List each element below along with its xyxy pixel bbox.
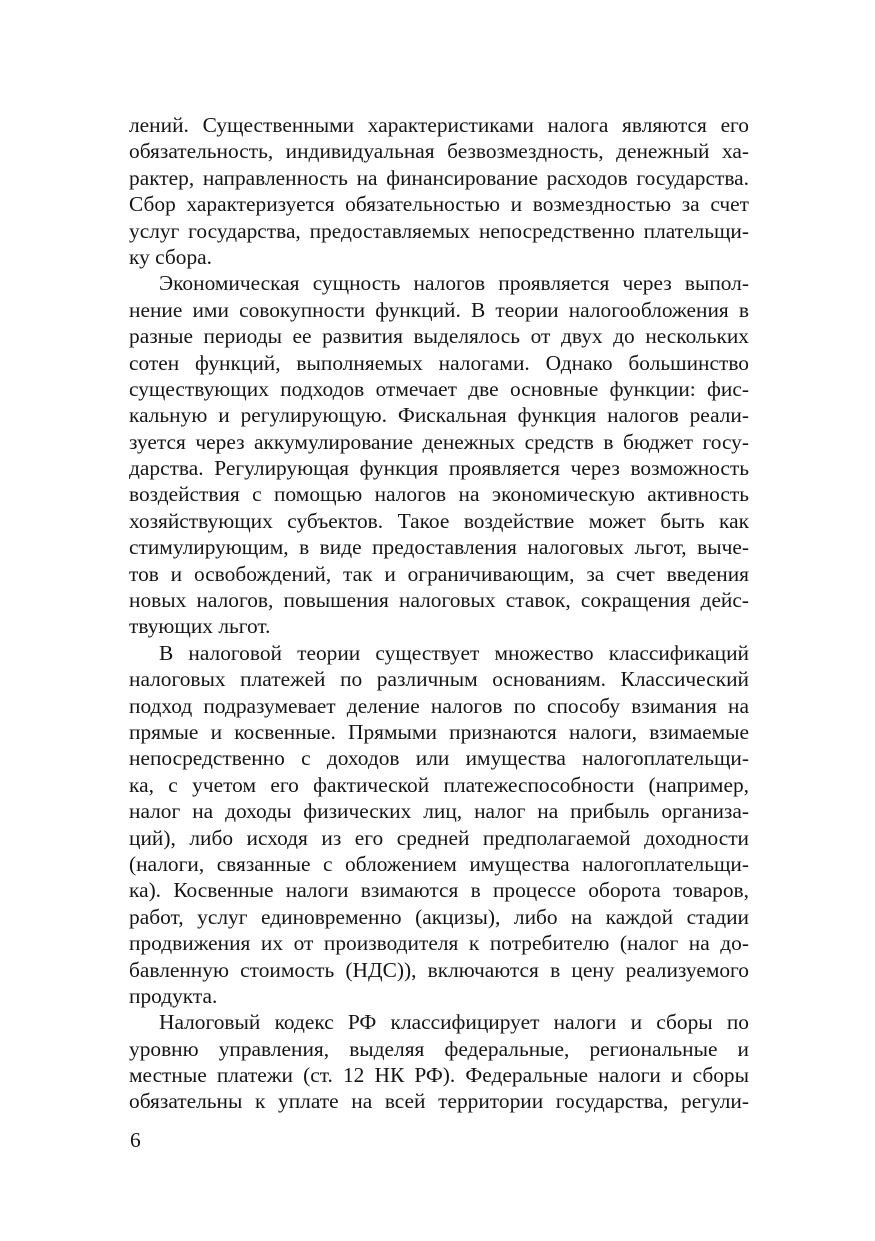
text-line: обязательность, индивидуальная безвозмездность, денежный ха- xyxy=(129,139,749,164)
text-line: разные периоды ее развития выделялось от двух до нескольких xyxy=(129,324,749,349)
text-line: налог на доходы физических лиц, налог на прибыль организа- xyxy=(129,799,749,824)
text-line: прямые и косвенные. Прямыми признаются налоги, взимаемые xyxy=(129,719,749,744)
text-line: тов и освобождений, так и ограничивающим, за счет введения xyxy=(129,561,749,586)
text-line: лений. Существенными характеристиками налога являются его xyxy=(129,113,749,137)
page-body-text xyxy=(129,112,749,1115)
text-line: подход подразумевает деление налогов по способу взимания на xyxy=(129,693,749,718)
text-line: сотен функций, выполняемых налогами. Однако большинство xyxy=(129,350,749,375)
text-line: (налоги, связанные с обложением имущества налогоплательщи- xyxy=(129,851,749,876)
text-line: продукта. xyxy=(129,983,218,1008)
paragraph-3 xyxy=(129,640,749,1009)
text-line: стимулирующим, в виде предоставления налоговых льгот, выче- xyxy=(129,535,749,560)
paragraph-4 xyxy=(129,1009,749,1115)
text-line: налоговых платежей по различным основаниям. Классический xyxy=(129,667,749,692)
text-line: Сбор характеризуется обязательностью и возмездностью за счет xyxy=(129,192,749,217)
text-line: нение ими совокупности функций. В теории налогообложения в xyxy=(129,297,749,322)
text-line: рактер, направленность на финансирование расходов государства. xyxy=(129,165,749,190)
text-line: существующих подходов отмечает две основные функции: фис- xyxy=(129,376,749,401)
text-line: Налоговый кодекс РФ классифицирует налоги и сборы по xyxy=(159,1010,749,1035)
text-line: твующих льгот. xyxy=(129,614,271,639)
text-line: дарства. Регулирующая функция проявляется через возможность xyxy=(129,456,749,481)
text-line: обязательны к уплате на всей территории государства, регули- xyxy=(129,1089,749,1114)
text-line: ку сбора. xyxy=(129,244,213,269)
paragraph-1 xyxy=(129,112,749,270)
text-line: уровню управления, выделяя федеральные, региональные и xyxy=(129,1036,749,1061)
text-line: продвижения их от производителя к потребителю (налог на до- xyxy=(129,931,749,956)
text-line: зуется через аккумулирование денежных средств в бюджет госу- xyxy=(129,429,749,454)
text-line: Экономическая сущность налогов проявляется через выпол- xyxy=(159,271,749,296)
text-line: работ, услуг единовременно (акцизы), либо на каждой стадии xyxy=(129,904,749,929)
text-line: кальную и регулирующую. Фискальная функция налогов реали- xyxy=(129,403,749,428)
text-line: ка, с учетом его фактической платежеспособности (например, xyxy=(129,772,749,797)
text-line: услуг государства, предоставляемых непосредственно плательщи- xyxy=(129,218,749,243)
paragraph-2 xyxy=(129,270,749,639)
text-line: непосредственно с доходов или имущества налогоплательщи- xyxy=(129,746,749,771)
page-number: 6 xyxy=(130,1128,141,1152)
text-line: бавленную стоимость (НДС)), включаются в цену реализуемого xyxy=(129,957,749,982)
text-line: местные платежи (ст. 12 НК РФ). Федеральные налоги и сборы xyxy=(129,1063,749,1088)
text-line: ка). Косвенные налоги взимаются в процессе оборота товаров, xyxy=(129,878,749,903)
text-line: хозяйствующих субъектов. Такое воздействие может быть как xyxy=(129,508,749,533)
text-line: ций), либо исходя из его средней предполагаемой доходности xyxy=(129,825,749,850)
text-line: В налоговой теории существует множество классификаций xyxy=(159,640,749,665)
text-line: воздействия с помощью налогов на экономическую активность xyxy=(129,482,749,507)
text-line: новых налогов, повышения налоговых ставок, сокращения дейс- xyxy=(129,588,749,613)
